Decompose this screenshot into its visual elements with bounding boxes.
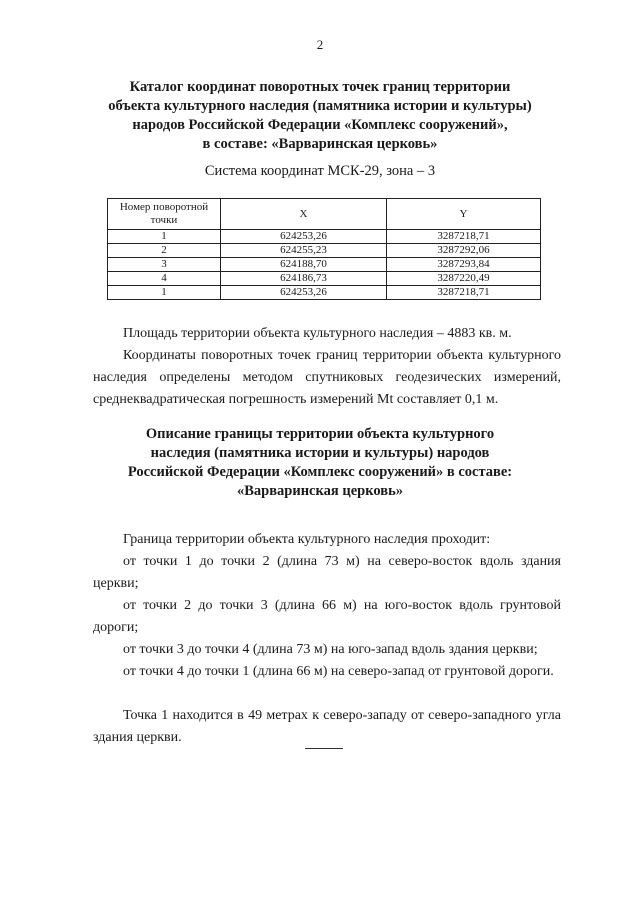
description-title-line: Описание границы территории объекта культурного [145, 426, 495, 442]
cell-y: 3287218,71 [387, 230, 541, 244]
cell-point: 1 [108, 230, 221, 244]
page-number: 2 [316, 37, 324, 52]
cell-point: 1 [108, 286, 221, 300]
method-paragraph: Координаты поворотных точек границ территории объекта культурного наследия определены методом спутниковых геодезических измерений, среднеквадратическая погрешность измерений Mt составляет 0,1 м. [93, 348, 561, 407]
cell-y: 3287293,84 [387, 258, 541, 272]
boundary-intro: Граница территории объекта культурного наследия проходит: [123, 532, 491, 547]
description-title-line: наследия (памятника истории и культуры) народов [150, 445, 490, 461]
cell-y: 3287292,06 [387, 244, 541, 258]
cell-y: 3287218,71 [387, 286, 541, 300]
catalog-title [0, 78, 640, 154]
boundary-segment: от точки 2 до точки 3 (длина 66 м) на юго-восток вдоль грунтовой дороги; [93, 598, 561, 635]
table-row [108, 286, 541, 300]
area-paragraph: Площадь территории объекта культурного наследия – 4883 кв. м. [123, 326, 512, 341]
cell-x: 624188,70 [221, 258, 387, 272]
table-row [108, 244, 541, 258]
coordinates-table [107, 198, 541, 300]
boundary-segment: от точки 3 до точки 4 (длина 73 м) на юго-запад вдоль здания церкви; [123, 642, 538, 657]
table-row [108, 230, 541, 244]
header-y: Y [387, 199, 541, 230]
cell-point: 3 [108, 258, 221, 272]
header-x: X [221, 199, 387, 230]
cell-x: 624186,73 [221, 272, 387, 286]
end-divider [305, 748, 343, 749]
coordinate-system-label: Система координат МСК-29, зона – 3 [204, 163, 436, 179]
catalog-title-line: в составе: «Варваринская церковь» [202, 136, 438, 152]
boundary-segment: от точки 4 до точки 1 (длина 66 м) на северо-запад от грунтовой дороги. [123, 664, 554, 679]
catalog-title-line: Каталог координат поворотных точек границ территории [129, 79, 511, 95]
header-point-number: Номер поворотной точки [108, 199, 221, 230]
cell-y: 3287220,49 [387, 272, 541, 286]
boundary-segment: от точки 1 до точки 2 (длина 73 м) на северо-восток вдоль здания церкви; [93, 554, 561, 591]
point-location-paragraph: Точка 1 находится в 49 метрах к северо-западу от северо-западного угла здания церкви. [93, 708, 561, 745]
cell-point: 4 [108, 272, 221, 286]
description-title-line: Российской Федерации «Комплекс сооружений» в составе: [127, 464, 513, 480]
description-title [0, 425, 640, 501]
cell-x: 624253,26 [221, 230, 387, 244]
description-title-line: «Варваринская церковь» [236, 483, 404, 499]
table-header-row [108, 199, 541, 230]
table-row [108, 258, 541, 272]
cell-x: 624253,26 [221, 286, 387, 300]
cell-x: 624255,23 [221, 244, 387, 258]
catalog-title-line: объекта культурного наследия (памятника истории и культуры) [108, 98, 532, 114]
cell-point: 2 [108, 244, 221, 258]
table-row [108, 272, 541, 286]
catalog-title-line: народов Российской Федерации «Комплекс сооружений», [132, 117, 508, 133]
